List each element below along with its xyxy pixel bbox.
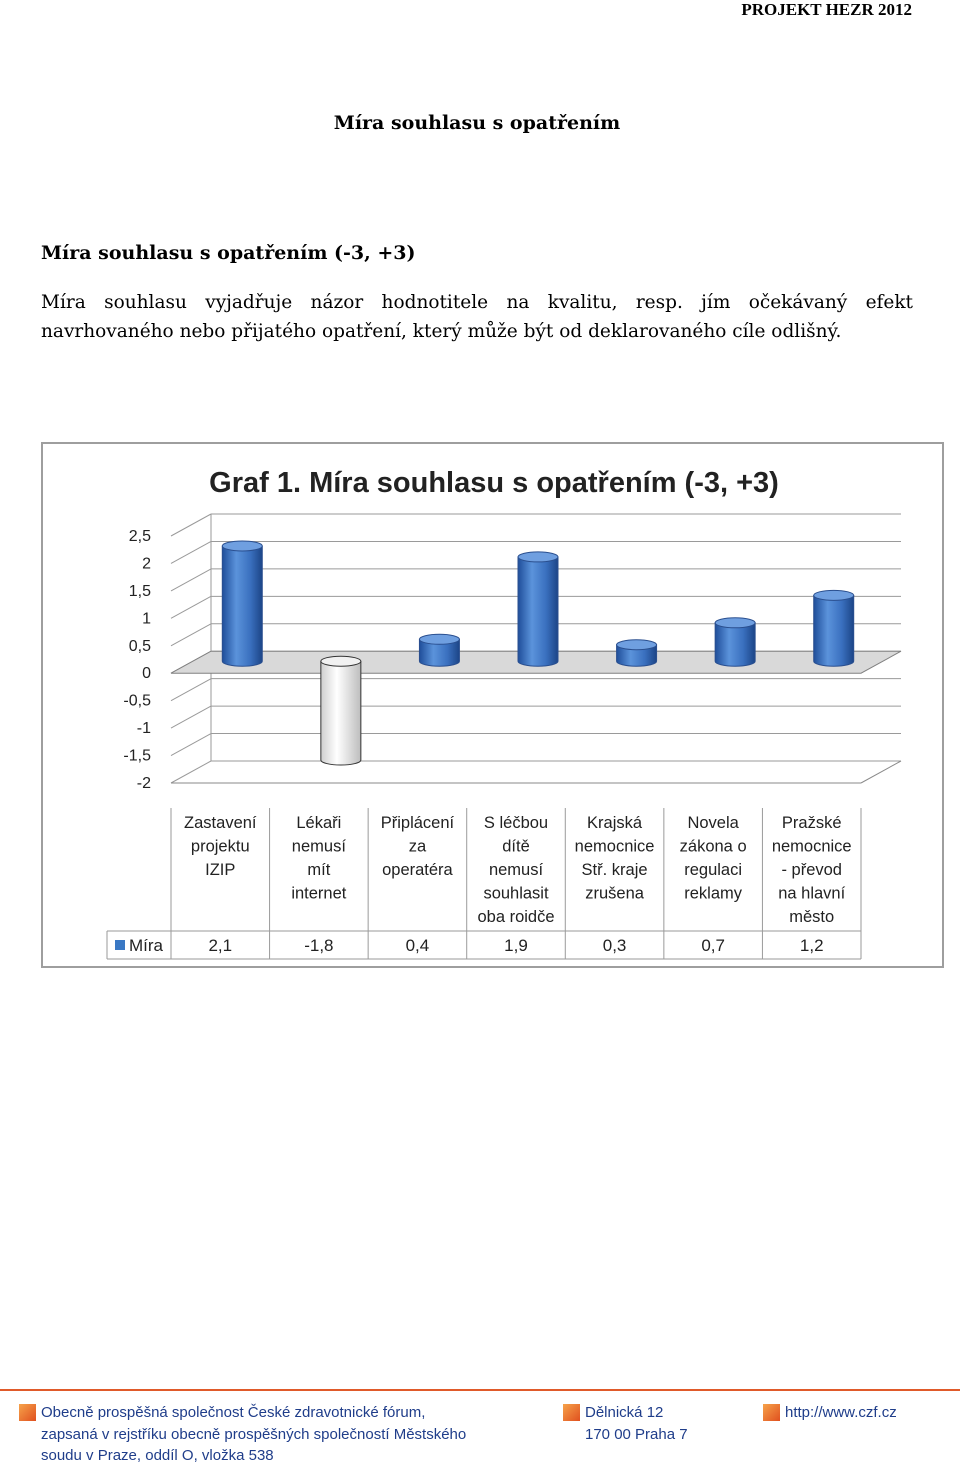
bar-cap (617, 640, 657, 650)
y-tick-label: 1,5 (128, 582, 151, 600)
y-tick-label: 2,5 (128, 528, 151, 545)
legend-swatch (115, 940, 125, 950)
footer-org-line: zapsaná v rejstříku obecně prospěšných společností Městského (41, 1425, 467, 1443)
y-tick-label: -2 (136, 775, 151, 792)
category-label: Pražské (781, 814, 842, 832)
footer-web-link[interactable]: http://www.czf.cz (785, 1404, 897, 1421)
data-value-label: 0,4 (405, 936, 430, 955)
y-tick-label: -1 (136, 720, 151, 738)
data-value-label: 0,7 (701, 936, 725, 955)
category-label: na hlavní (778, 884, 846, 903)
gridline-slant (171, 706, 211, 728)
bar-column (419, 634, 459, 666)
footer-organization (41, 1402, 466, 1467)
bar-column (814, 590, 854, 666)
category-label: město (789, 908, 835, 926)
orange-square-icon (763, 1404, 780, 1421)
category-label: projektu (190, 837, 250, 856)
orange-square-icon (19, 1404, 36, 1421)
section-paragraph: Míra souhlasu vyjadřuje názor hodnotitele na kvalitu, resp. jím očekávaný efekt navrhovaného nebo přijatého opatření, který může být od deklarovaného cíle odlišný. (41, 292, 913, 342)
data-value-label: 1,9 (504, 936, 528, 955)
gridline-slant (171, 734, 211, 756)
bar-body (321, 661, 361, 765)
footer-address-line: 170 00 Praha 7 (585, 1425, 688, 1443)
category-label: - převod (781, 861, 842, 879)
bar-column (222, 541, 262, 666)
category-label: nemocnice (574, 837, 655, 856)
y-tick-label: 1 (142, 610, 151, 628)
category-label: IZIP (205, 861, 236, 879)
category-label: za (408, 837, 427, 856)
category-label: Stř. kraje (581, 861, 648, 879)
plot-corner-edge (861, 761, 901, 783)
gridline-slant (171, 514, 211, 536)
footer-web (785, 1402, 897, 1424)
category-label: Lékaři (296, 814, 342, 832)
bar-body (518, 557, 558, 666)
y-tick-label: -0,5 (123, 692, 151, 710)
bar-cap (518, 552, 558, 562)
gridline-slant (171, 569, 211, 591)
category-label: Připlácení (380, 814, 455, 832)
data-value-label: 1,2 (799, 936, 824, 955)
orange-square-icon (563, 1404, 580, 1421)
footer-divider (0, 1389, 960, 1391)
category-label: nemocnice (771, 837, 852, 856)
category-label: regulaci (684, 861, 743, 879)
y-tick-label: 0 (142, 665, 151, 683)
data-value-label: 2,1 (208, 936, 233, 955)
category-label: nemusí (291, 837, 346, 856)
gridline-slant (171, 624, 211, 646)
bar-column (518, 552, 558, 666)
gridline-slant (171, 679, 211, 701)
category-label: Zastavení (184, 814, 257, 832)
gridline-slant (171, 761, 211, 783)
category-label: internet (291, 884, 347, 903)
category-label: S léčbou (483, 814, 549, 832)
gridline-slant (171, 541, 211, 563)
chart-title: Graf 1. Míra souhlasu s opatřením (-3, +3) (209, 467, 779, 499)
data-value-label: 0,3 (602, 936, 627, 955)
category-label: souhlasit (483, 884, 549, 903)
bar-chart (43, 444, 946, 970)
footer-address (585, 1402, 688, 1445)
bar-cap (222, 541, 262, 551)
bar-column (321, 656, 361, 765)
category-label: zákona o (679, 837, 747, 856)
y-tick-label: 2 (142, 555, 151, 573)
legend-label: Míra (129, 936, 163, 955)
bar-cap (419, 634, 459, 644)
category-label: dítě (502, 837, 530, 856)
footer-org-line: soudu v Praze, oddíl O, vložka 538 (41, 1447, 274, 1464)
category-label: mít (307, 861, 331, 879)
bar-body (222, 546, 262, 666)
gridline-slant (171, 596, 211, 618)
y-tick-label: 0,5 (128, 637, 151, 655)
footer-org-line: Obecně prospěšná společnost České zdravotnické fórum, (41, 1404, 426, 1421)
category-label: nemusí (488, 861, 544, 879)
y-tick-label: -1,5 (123, 747, 151, 765)
bar-column (715, 618, 755, 666)
project-header: PROJEKT HEZR 2012 (741, 0, 912, 19)
bar-cap (321, 656, 361, 666)
chart-frame (41, 442, 944, 968)
footer-address-line: Dělnická 12 (585, 1404, 664, 1421)
category-label: Novela (687, 814, 739, 832)
bar-cap (814, 590, 854, 600)
category-label: reklamy (684, 884, 743, 903)
category-label: zrušena (585, 884, 644, 903)
bar-column (617, 640, 657, 666)
bar-body (715, 623, 755, 666)
page-title: Míra souhlasu s opatřením (333, 112, 621, 134)
category-label: operatéra (382, 861, 453, 879)
bar-cap (715, 618, 755, 628)
data-value-label: -1,8 (304, 936, 334, 955)
category-label: oba roidče (477, 908, 555, 926)
bar-body (814, 595, 854, 666)
category-label: Krajská (587, 814, 643, 832)
section-heading: Míra souhlasu s opatřením (-3, +3) (41, 242, 416, 264)
